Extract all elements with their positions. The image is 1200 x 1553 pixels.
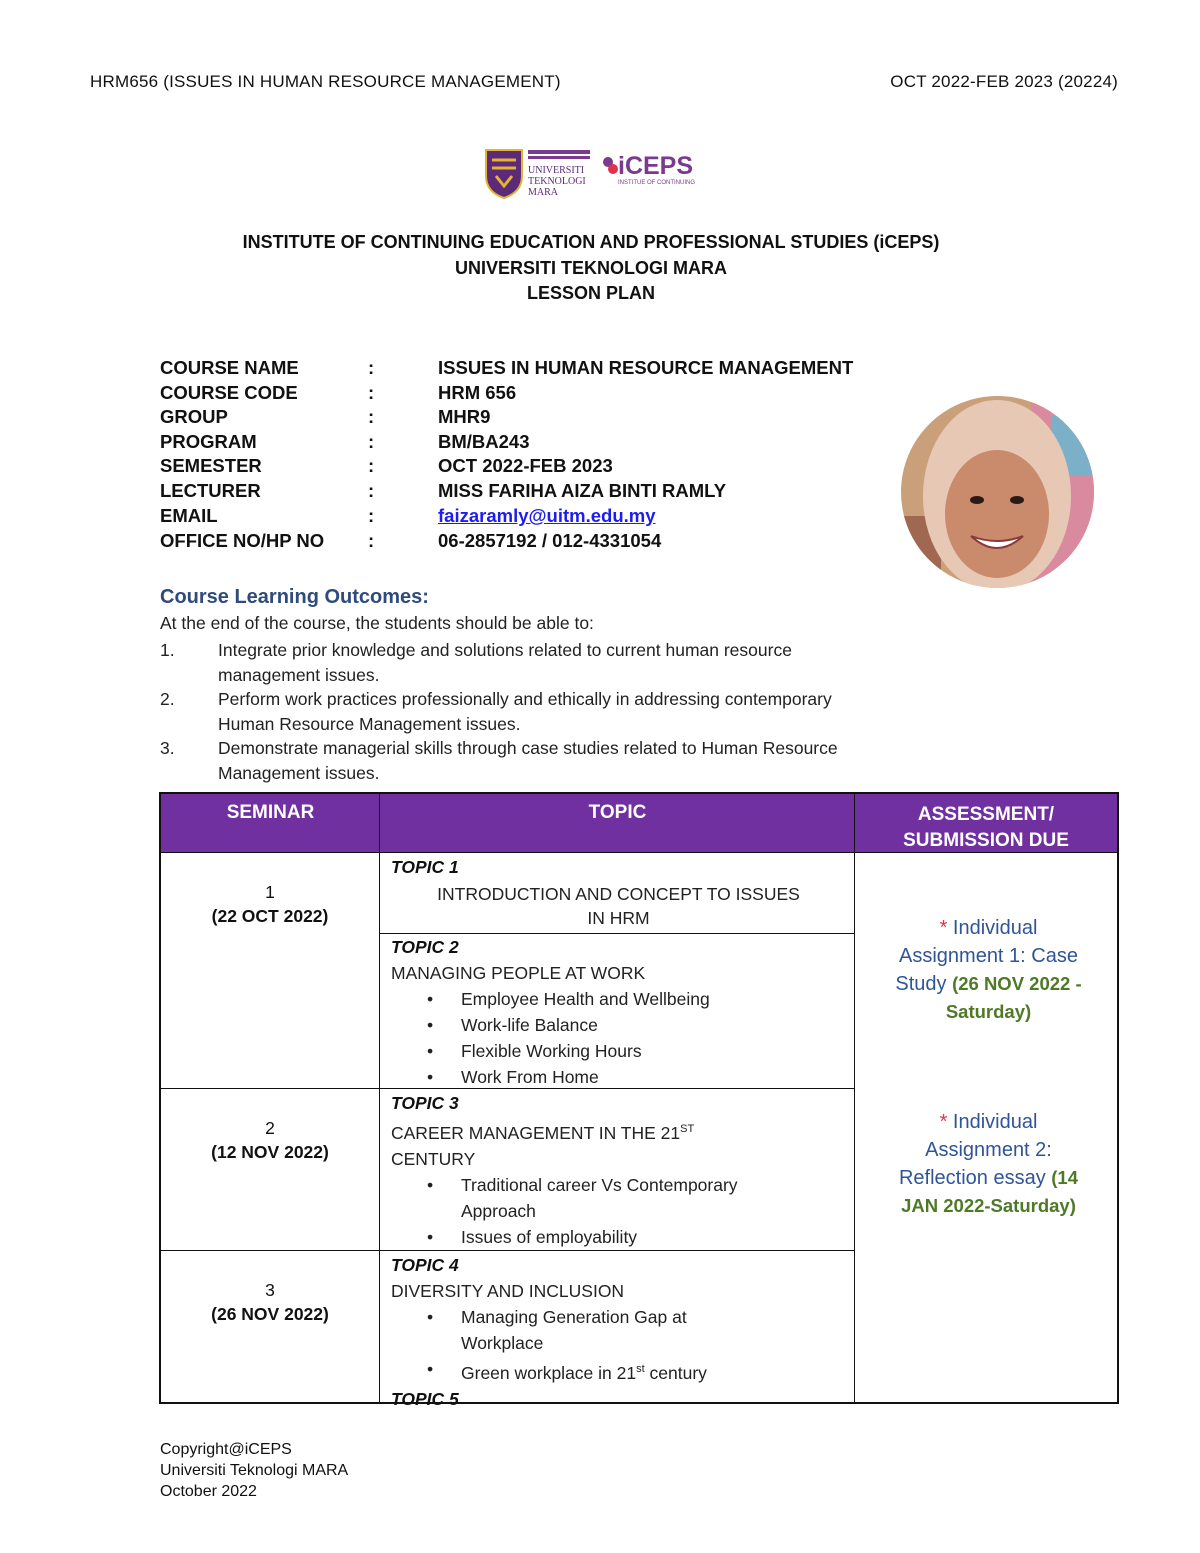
topic-2-cell: TOPIC 2 MANAGING PEOPLE AT WORK • Employee Health and Wellbeing • Work-life Balance • Flexible Working Hours • Work From Home — [391, 934, 846, 1090]
list-item: • Work From Home — [391, 1064, 846, 1090]
column-divider — [854, 794, 855, 1402]
topic-3-cell: TOPIC 3 CAREER MANAGEMENT IN THE 21ST CENTURY • Traditional career Vs Contemporary Approach • Issues of employability — [391, 1090, 846, 1250]
svg-text:UNIVERSITI: UNIVERSITI — [528, 165, 585, 176]
clo-intro: At the end of the course, the students should be able to: — [160, 613, 594, 633]
footer-copyright: Copyright@iCEPS — [160, 1441, 292, 1458]
running-header-semester: OCT 2022-FEB 2023 (20224) — [890, 72, 1118, 91]
seminar-table — [159, 792, 1119, 1409]
list-item: • Employee Health and Wellbeing — [391, 986, 846, 1012]
header-assessment: ASSESSMENT/ SUBMISSION DUE — [855, 794, 1117, 853]
institution-logos — [484, 146, 699, 200]
list-item: • Work-life Balance — [391, 1012, 846, 1038]
list-item: • Green workplace in 21st century — [391, 1356, 846, 1386]
assessment-2: * Individual Assignment 2: Reflection essay (14 JAN 2022-Saturday) — [898, 1111, 1079, 1216]
footer-university: Universiti Teknologi MARA — [160, 1462, 349, 1479]
lesson-plan-title: LESSON PLAN — [526, 283, 655, 303]
header-seminar: SEMINAR — [161, 794, 380, 853]
svg-text:MARA: MARA — [528, 187, 559, 198]
topic-4-bullets — [391, 1304, 846, 1386]
seminar-1-cell: 1 (22 OCT 2022) — [211, 882, 329, 926]
assessment-1: * Individual Assignment 1: Case Study (26 NOV 2022 - Saturday) — [895, 917, 1082, 1022]
svg-text:INSTITUE OF CONTINUING: INSTITUE OF CONTINUING — [618, 180, 695, 186]
list-item: • Managing Generation Gap at Workplace — [391, 1304, 846, 1356]
list-item: • Issues of employability — [391, 1224, 846, 1250]
clo-heading: Course Learning Outcomes: — [160, 586, 429, 608]
institute-title: INSTITUTE OF CONTINUING EDUCATION AND PROFESSIONAL STUDIES (iCEPS) — [242, 232, 940, 252]
topic-3-bullets — [391, 1172, 846, 1250]
topic-4-cell: TOPIC 4 DIVERSITY AND INCLUSION • Managing Generation Gap at Workplace • Green workplace in 21st century TOPIC 5 — [391, 1252, 846, 1412]
svg-text:iCEPS: iCEPS — [618, 152, 694, 180]
topic-2-bullets — [391, 986, 846, 1090]
seminar-2-cell: 2 (12 NOV 2022) — [211, 1118, 329, 1162]
seminar-3-cell: 3 (26 NOV 2022) — [211, 1280, 329, 1324]
list-item: • Flexible Working Hours — [391, 1038, 846, 1064]
uitm-crest-icon — [484, 146, 699, 200]
header-topic: TOPIC — [380, 794, 855, 853]
topic-1-cell: TOPIC 1 INTRODUCTION AND CONCEPT TO ISSUES IN HRM — [391, 857, 800, 928]
email-link[interactable]: faizaramly@uitm.edu.my — [438, 505, 656, 526]
svg-text:TEKNOLOGI: TEKNOLOGI — [528, 176, 586, 187]
list-item: • Traditional career Vs Contemporary Approach — [391, 1172, 846, 1224]
running-header-course: HRM656 (ISSUES IN HUMAN RESOURCE MANAGEMENT) — [90, 72, 561, 91]
university-title: UNIVERSITI TEKNOLOGI MARA — [454, 258, 727, 278]
lecturer-photo — [901, 396, 1094, 588]
row-divider — [161, 1250, 855, 1251]
footer-date: October 2022 — [160, 1483, 257, 1500]
column-divider — [379, 794, 380, 1402]
